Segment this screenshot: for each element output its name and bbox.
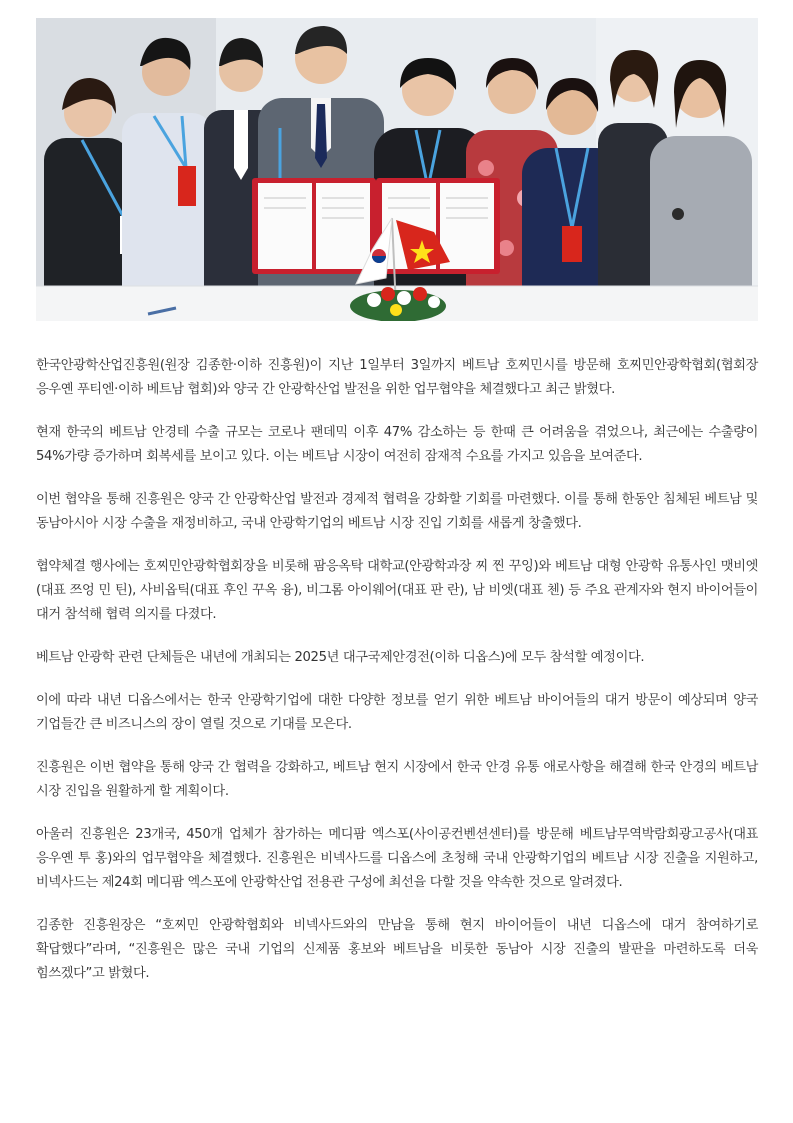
article-body	[36, 354, 758, 1005]
article-paragraph: 한국안광학산업진흥원(원장 김종한·이하 진흥원)이 지난 1일부터 3일까지 베트남 호찌민시를 방문해 호찌민안광학협회(협회장 응우옌 푸티엔·이하 베트남 협회)와 양국 간 안광학산업 발전을 위한 업무협약을 체결했다고 최근 밝혔다.	[36, 358, 758, 397]
article-paragraph: 이번 협약을 통해 진흥원은 양국 간 안광학산업 발전과 경제적 협력을 강화할 기회를 마련했다. 이를 통해 한동안 침체된 베트남 및 동남아시아 시장 수출을 재정비하고, 국내 안광학기업의 베트남 시장 진입 기회를 새롭게 창출했다.	[36, 492, 758, 531]
article-paragraph: 아울러 진흥원은 23개국, 450개 업체가 참가하는 메디팜 엑스포(사이공컨벤션센터)를 방문해 베트남무역박람회광고공사(대표 응우옌 투 홍)와의 업무협약을 체결했다. 진흥원은 비넥사드를 디옵스에 초청해 국내 안광학기업의 베트남 시장 진출을 지원하고, 비넥사드는 제24회 메디팜 엑스포에 안광학산업 전용관 구성에 최선을 다할 것을 약속한 것으로 알려졌다.	[36, 827, 758, 890]
article-paragraph: 베트남 안광학 관련 단체들은 내년에 개최되는 2025년 대구국제안경전(이하 디옵스)에 모두 참석할 예정이다.	[36, 650, 645, 665]
article-photo	[36, 18, 758, 321]
article-paragraph: 진흥원은 이번 협약을 통해 양국 간 협력을 강화하고, 베트남 현지 시장에서 한국 안경 유통 애로사항을 해결해 한국 안경의 베트남 시장 진입을 원활하게 할 계획이다.	[36, 760, 758, 799]
agreement-folder-left	[252, 178, 376, 274]
article-paragraph: 이에 따라 내년 디옵스에서는 한국 안광학기업에 대한 다양한 정보를 얻기 위한 베트남 바이어들의 대거 방문이 예상되며 양국 기업들간 큰 비즈니스의 장이 열릴 것으로 기대를 모은다.	[36, 693, 758, 732]
signing-ceremony-photo	[36, 18, 758, 321]
article-paragraph: 김종한 진흥원장은 “호찌민 안광학협회와 비넥사드와의 만남을 통해 현지 바이어들이 내년 디옵스에 대거 참여하기로 확답했다”라며, “진흥원은 많은 국내 기업의 신제품 홍보와 베트남을 비롯한 동남아 시장 진출의 발판을 마련하도록 더욱 힘쓰겠다”고 밝혔다.	[36, 918, 758, 981]
article-paragraph: 협약체결 행사에는 호찌민안광학협회장을 비롯해 팜응옥탁 대학교(안광학과장 찌 찐 꾸잉)와 베트남 대형 안광학 유통사인 맷비엣(대표 쯔엉 민 틴), 사비옵틱(대표 후인 꾸옥 융), 비그롬 아이웨어(대표 판 란), 남 비엣(대표 첸) 등 주요 관계자와 현지 바이어들이 대거 참석해 협력 의지를 다졌다.	[36, 559, 758, 622]
article-paragraph: 현재 한국의 베트남 안경테 수출 규모는 코로나 팬데믹 이후 47% 감소하는 등 한때 큰 어려움을 겪었으나, 최근에는 수출량이 54%가량 증가하며 회복세를 보이고 있다. 이는 베트남 시장이 여전히 잠재적 수요를 가지고 있음을 보여준다.	[36, 425, 758, 464]
